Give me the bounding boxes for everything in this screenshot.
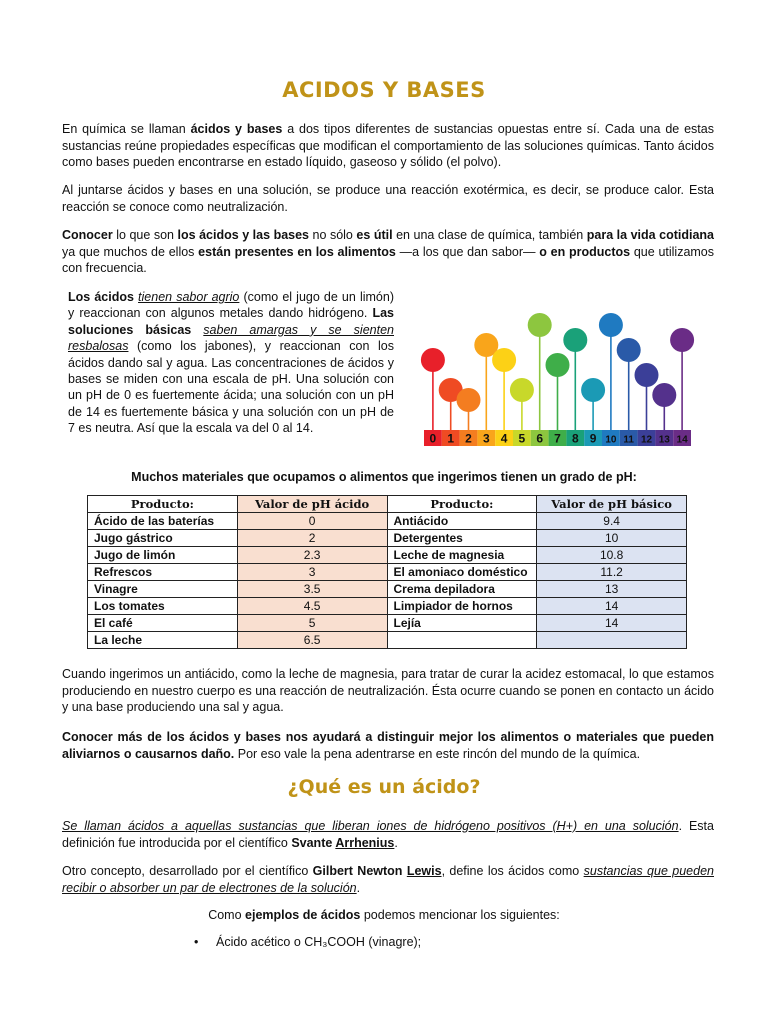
text-run: (como el jugo de un limón) y reaccionan con algunos metales dando hidrógeno. <box>68 290 394 321</box>
cell-ph-acid: 3 <box>237 564 387 581</box>
cell-product-acid: Jugo de limón <box>88 547 238 564</box>
bold-run: Svante <box>291 835 336 850</box>
cell-product-acid: El café <box>88 615 238 632</box>
text-run: ya que muchos de ellos <box>62 244 199 259</box>
ph-scale-label: 2 <box>465 431 472 446</box>
ph-bubble <box>670 328 694 352</box>
bold-run: ácidos y bases <box>190 122 283 136</box>
cell-ph-base: 11.2 <box>537 564 687 581</box>
ph-table <box>87 495 687 649</box>
table-row <box>88 598 687 615</box>
ph-bubble <box>563 328 587 352</box>
text-run: Como <box>208 908 246 922</box>
table-row <box>88 530 687 547</box>
ph-bubble <box>617 338 641 362</box>
text-run: En química se llaman <box>62 122 191 136</box>
bold-run: ejemplos de ácidos <box>245 908 361 922</box>
text-run: , define los ácidos como <box>441 864 584 878</box>
ph-scale-label: 13 <box>658 434 670 446</box>
cell-ph-base: 9.4 <box>537 513 687 530</box>
cell-ph-base: 10.8 <box>537 547 687 564</box>
text-run: no sólo <box>309 228 357 242</box>
table-row <box>88 615 687 632</box>
table-row <box>88 632 687 649</box>
table-header-row <box>88 496 687 513</box>
cell-product-acid: Refrescos <box>88 564 238 581</box>
text-run: . <box>356 880 361 895</box>
bold-run: Conocer más de los ácidos y bases nos ayudará a distinguir mejor los alimentos o materiales que pueden aliviarnos o causarnos daño. <box>62 730 714 761</box>
ph-bubble <box>528 313 552 337</box>
text-run: —a los que dan sabor— <box>395 244 540 259</box>
ph-scale-label: 7 <box>554 431 561 446</box>
text-run: en una clase de química, también <box>392 228 587 242</box>
cell-product-acid: Los tomates <box>88 598 238 615</box>
ph-scale-bar <box>424 430 691 446</box>
ph-scale-label: 9 <box>589 431 597 446</box>
cell-ph-base: 14 <box>537 615 687 632</box>
ph-bubble <box>457 388 481 412</box>
table-row <box>88 564 687 581</box>
ph-bubble <box>581 378 605 402</box>
bold-underlined-run: Lewis <box>406 864 442 878</box>
cell-ph-acid: 6.5 <box>237 632 387 649</box>
cell-product-acid: La leche <box>88 632 238 649</box>
cell-ph-base: 14 <box>537 598 687 615</box>
text-run: (como los jabones), y reaccionan con los ácidos dando sal y agua. Las concentraciones de ácidos y bases se miden con una escala de pH. Una solución con un pH de 0 es fuertemente ácida; una solución con un pH de 14 es fuertemente básica y una solución con un pH de 7 es neutra. Así que la escala va del 0 al 14. <box>68 339 394 436</box>
cell-ph-base <box>537 632 687 649</box>
text-run: Por eso vale la pena adentrarse en este rincón del mundo de la química. <box>234 746 641 761</box>
bold-run: o en productos <box>539 244 631 259</box>
cell-product-base: Lejía <box>387 615 537 632</box>
bold-underlined-run: Arrhenius <box>335 835 395 850</box>
ph-bubble <box>492 348 516 372</box>
cell-ph-base: 10 <box>537 530 687 547</box>
cell-product-base: Limpiador de hornos <box>387 598 537 615</box>
cell-product-base: Crema depiladora <box>387 581 537 598</box>
ph-bubble <box>421 348 445 372</box>
cell-product-base: Detergentes <box>387 530 537 547</box>
header-product-acid: Producto: <box>88 496 238 513</box>
italic-underlined-run: Se llaman ácidos a aquellas sustancias que liberan iones de hidrógeno positivos (H+) en una solución <box>62 819 679 833</box>
cell-ph-acid: 2.3 <box>237 547 387 564</box>
ph-scale-label: 12 <box>640 434 653 446</box>
italic-underlined-run: saben amargas y se sienten resbalosas <box>68 322 394 354</box>
text-run: lo que son <box>112 228 178 242</box>
cell-ph-acid: 5 <box>237 615 387 632</box>
ph-scale-label: 8 <box>571 431 579 446</box>
cell-product-base: Leche de magnesia <box>387 547 537 564</box>
definition-paragraph <box>62 818 714 851</box>
cell-product-base: El amoniaco doméstico <box>387 564 537 581</box>
cell-ph-acid: 0 <box>237 513 387 530</box>
lewis-paragraph <box>62 863 714 896</box>
ph-scale-label: 0 <box>429 431 437 446</box>
text-run: . Esta definición fue introducida por el científico <box>62 819 714 850</box>
antiacid-paragraph: Cuando ingerimos un antiácido, como la leche de magnesia, para tratar de curar la acidez estomacal, lo que estamos produciendo en nuestro cuerpo es una reacción de neutralización. Ésta ocurre cuando se ponen en contacto un ácido y una base produciendo una sal y agua. <box>62 667 714 714</box>
cell-product-acid: Ácido de las baterías <box>88 513 238 530</box>
bold-run: Las soluciones básicas <box>68 306 394 337</box>
ph-scale-label: 6 <box>536 431 544 446</box>
bold-run: es útil <box>356 228 393 242</box>
cell-ph-acid: 2 <box>237 530 387 547</box>
ph-scale-label: 1 <box>447 431 455 446</box>
ph-scale-label: 11 <box>623 434 634 446</box>
cell-ph-base: 13 <box>537 581 687 598</box>
text-run: que utilizamos con frecuencia. <box>62 244 715 275</box>
header-ph-acid: Valor de pH ácido <box>237 496 387 513</box>
cell-product-base <box>387 632 537 649</box>
table-caption: Muchos materiales que ocupamos o alimentos que ingerimos tienen un grado de pH: <box>131 470 637 484</box>
cell-ph-acid: 4.5 <box>237 598 387 615</box>
bullet-icon: • <box>194 935 199 949</box>
table-row <box>88 513 687 530</box>
section-heading: ¿Qué es un ácido? <box>287 776 481 798</box>
text-run: a dos tipos diferentes de sustancias opuestas entre sí. Cada una de estas sustancias reúne propiedades específicas que modifican el comportamiento de las soluciones químicas. Tanto ácidos como bases pueden encontrarse en estado líquido, gaseoso y sólido (el polvo). <box>62 122 714 169</box>
bold-run: Gilbert Newton <box>312 864 407 878</box>
cell-product-base: Antiácido <box>387 513 537 530</box>
text-run: . <box>394 835 398 850</box>
cell-ph-acid: 3.5 <box>237 581 387 598</box>
ph-bubble <box>599 313 623 337</box>
ph-paragraph <box>68 289 394 437</box>
conocer-paragraph <box>62 729 714 762</box>
ph-bubble <box>546 353 570 377</box>
intro-paragraph-2: Al juntarse ácidos y bases en una solución, se produce una reacción exotérmica, es decir, se produce calor. Esta reacción se conoce como neutralización. <box>62 183 714 214</box>
cell-product-acid: Jugo gástrico <box>88 530 238 547</box>
ph-scale-label: 4 <box>500 431 508 446</box>
intro-paragraph-3 <box>62 227 714 277</box>
examples-intro <box>0 908 768 922</box>
table-row <box>88 581 687 598</box>
bold-run: están presentes en los alimentos <box>198 244 396 259</box>
table-row <box>88 547 687 564</box>
list-item <box>194 935 421 949</box>
text-run: Otro concepto, desarrollado por el científico <box>62 864 313 878</box>
table-body <box>88 513 687 649</box>
bold-run: para la vida cotidiana <box>586 228 715 242</box>
header-product-base: Producto: <box>387 496 537 513</box>
cell-product-acid: Vinagre <box>88 581 238 598</box>
ph-scale-label: 5 <box>518 431 526 446</box>
ph-bubble <box>510 378 534 402</box>
ph-scale-label: 10 <box>605 434 617 446</box>
bold-run: Conocer <box>62 228 113 242</box>
bold-run: los ácidos y las bases <box>177 228 310 242</box>
list-item-text: Ácido acético o CH₃COOH (vinagre); <box>216 935 422 949</box>
ph-bubble <box>652 383 676 407</box>
header-ph-base: Valor de pH básico <box>537 496 687 513</box>
ph-scale-illustration <box>414 296 702 448</box>
ph-scale-label: 14 <box>676 434 688 446</box>
text-run: podemos mencionar los siguientes: <box>360 908 560 922</box>
ph-bubble <box>635 363 659 387</box>
ph-scale-label: 3 <box>482 431 490 446</box>
intro-paragraph-1 <box>62 121 714 171</box>
italic-underlined-run: sustancias que pueden recibir o absorber un par de electrones de la solución <box>62 864 714 895</box>
page-title: ACIDOS Y BASES <box>282 78 486 102</box>
italic-underlined-run: tienen sabor agrio <box>138 290 240 304</box>
bold-run: Los ácidos <box>68 290 134 304</box>
